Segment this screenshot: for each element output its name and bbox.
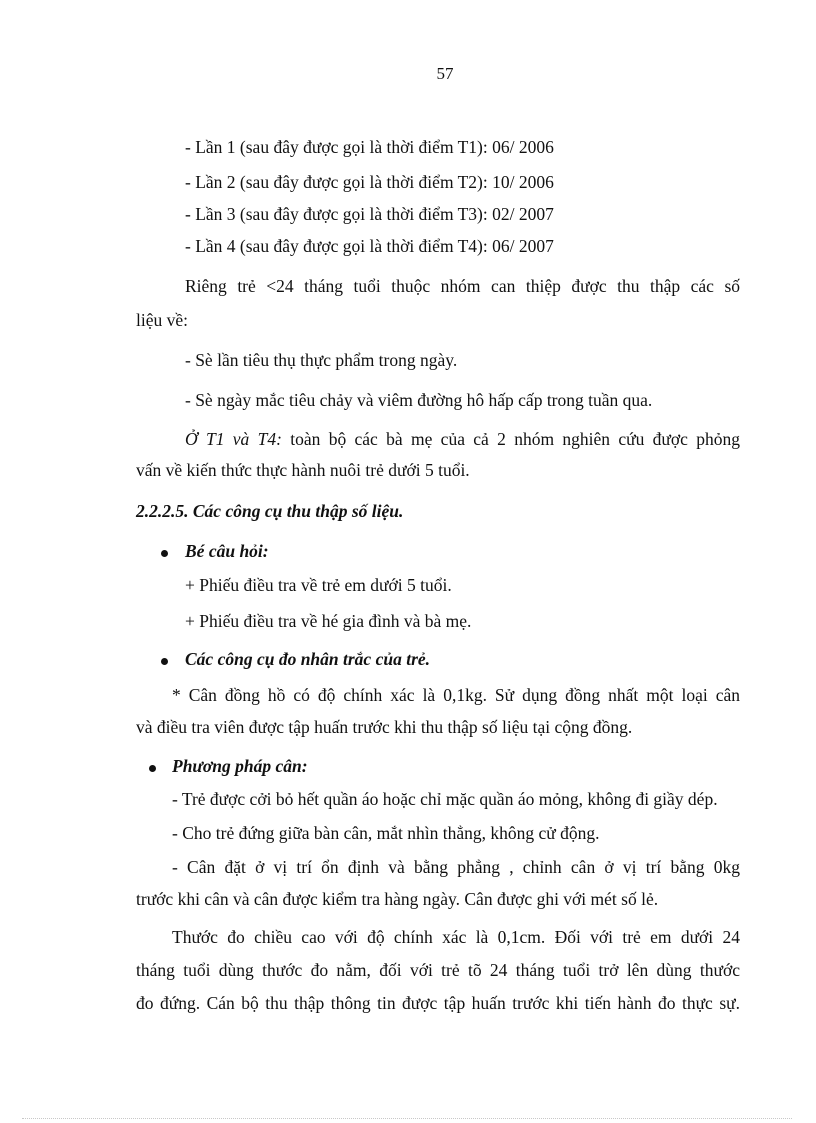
paragraph-scale-line-2: và điều tra viên được tập huấn trước khi thu thập số liệu tại cộng đồng. [136, 717, 633, 737]
survey-round-1: - Lần 1 (sau đây được gọi là thời điểm T1): 06/ 2006 [185, 137, 554, 157]
paragraph-t1-t4-line-1 [185, 429, 740, 450]
paragraph-t1-t4-line-2: vấn về kiến thức thực hành nuôi trẻ dưới 5 tuổi. [136, 460, 470, 480]
section-heading-2-2-2-5: 2.2.2.5. Các công cụ thu thập số liệu. [136, 501, 404, 521]
survey-round-4: - Lần 4 (sau đây được gọi là thời điểm T4): 06/ 2007 [185, 236, 554, 256]
paragraph-under-24-months-line-1: Riêng trẻ <24 tháng tuổi thuộc nhóm can thiệp được thu thập các số [185, 276, 740, 296]
questionnaire-child: + Phiếu điều tra về trẻ em dưới 5 tuổi. [185, 575, 452, 595]
paragraph-under-24-months-line-2: liệu về: [136, 310, 188, 330]
bullet-questionnaires: Bé câu hỏi: [185, 541, 269, 561]
weighing-step-scale-line-2: trước khi cân và cân được kiểm tra hàng ngày. Cân được ghi với mét số lẻ. [136, 889, 659, 909]
paragraph-height-line-3: đo đứng. Cán bộ thu thập thông tin được tập huấn trước khi tiến hành đo thực sự. [136, 993, 740, 1013]
t1-t4-text: toàn bộ các bà mẹ của cả 2 nhóm nghiên cứu được phỏng [281, 429, 740, 449]
bullet-weighing-method: Phương pháp cân: [172, 756, 308, 776]
illness-days-item: - Sè ngày mắc tiêu chảy và viêm đường hô hấp cấp trong tuần qua. [185, 390, 653, 410]
weighing-step-clothing: - Trẻ được cởi bỏ hết quần áo hoặc chỉ mặc quần áo mỏng, không đi giầy dép. [172, 789, 718, 809]
page-number: 57 [436, 64, 454, 83]
paragraph-height-line-1: Thước đo chiều cao với độ chính xác là 0,1cm. Đối với trẻ em dưới 24 [172, 927, 740, 947]
paragraph-height-line-2: tháng tuổi dùng thước đo nằm, đối với trẻ tõ 24 tháng tuổi trở lên dùng thước [136, 960, 740, 980]
bullet-anthropometric-tools: Các công cụ đo nhân trắc của trẻ. [185, 649, 431, 669]
weighing-step-stand: - Cho trẻ đứng giữa bàn cân, mắt nhìn thẳng, không cử động. [172, 823, 600, 843]
survey-round-2: - Lần 2 (sau đây được gọi là thời điểm T2): 10/ 2006 [185, 172, 554, 192]
page-footer-rule [22, 1118, 792, 1119]
bullet-dot-icon [161, 550, 168, 557]
bullet-dot-icon [149, 765, 156, 772]
questionnaire-household: + Phiếu điều tra về hé gia đình và bà mẹ. [185, 611, 472, 631]
survey-round-3: - Lần 3 (sau đây được gọi là thời điểm T3): 02/ 2007 [185, 204, 554, 224]
paragraph-scale-line-1: * Cân đồng hồ có độ chính xác là 0,1kg. Sử dụng đồng nhất một loại cân [172, 685, 740, 705]
bullet-dot-icon [161, 658, 168, 665]
t1-t4-label: Ở T1 và T4: [185, 429, 282, 449]
weighing-step-scale-line-1: - Cân đặt ở vị trí ổn định và bằng phẳng , chỉnh cân ở vị trí bằng 0kg [172, 857, 740, 877]
food-frequency-item: - Sè lần tiêu thụ thực phẩm trong ngày. [185, 350, 458, 370]
